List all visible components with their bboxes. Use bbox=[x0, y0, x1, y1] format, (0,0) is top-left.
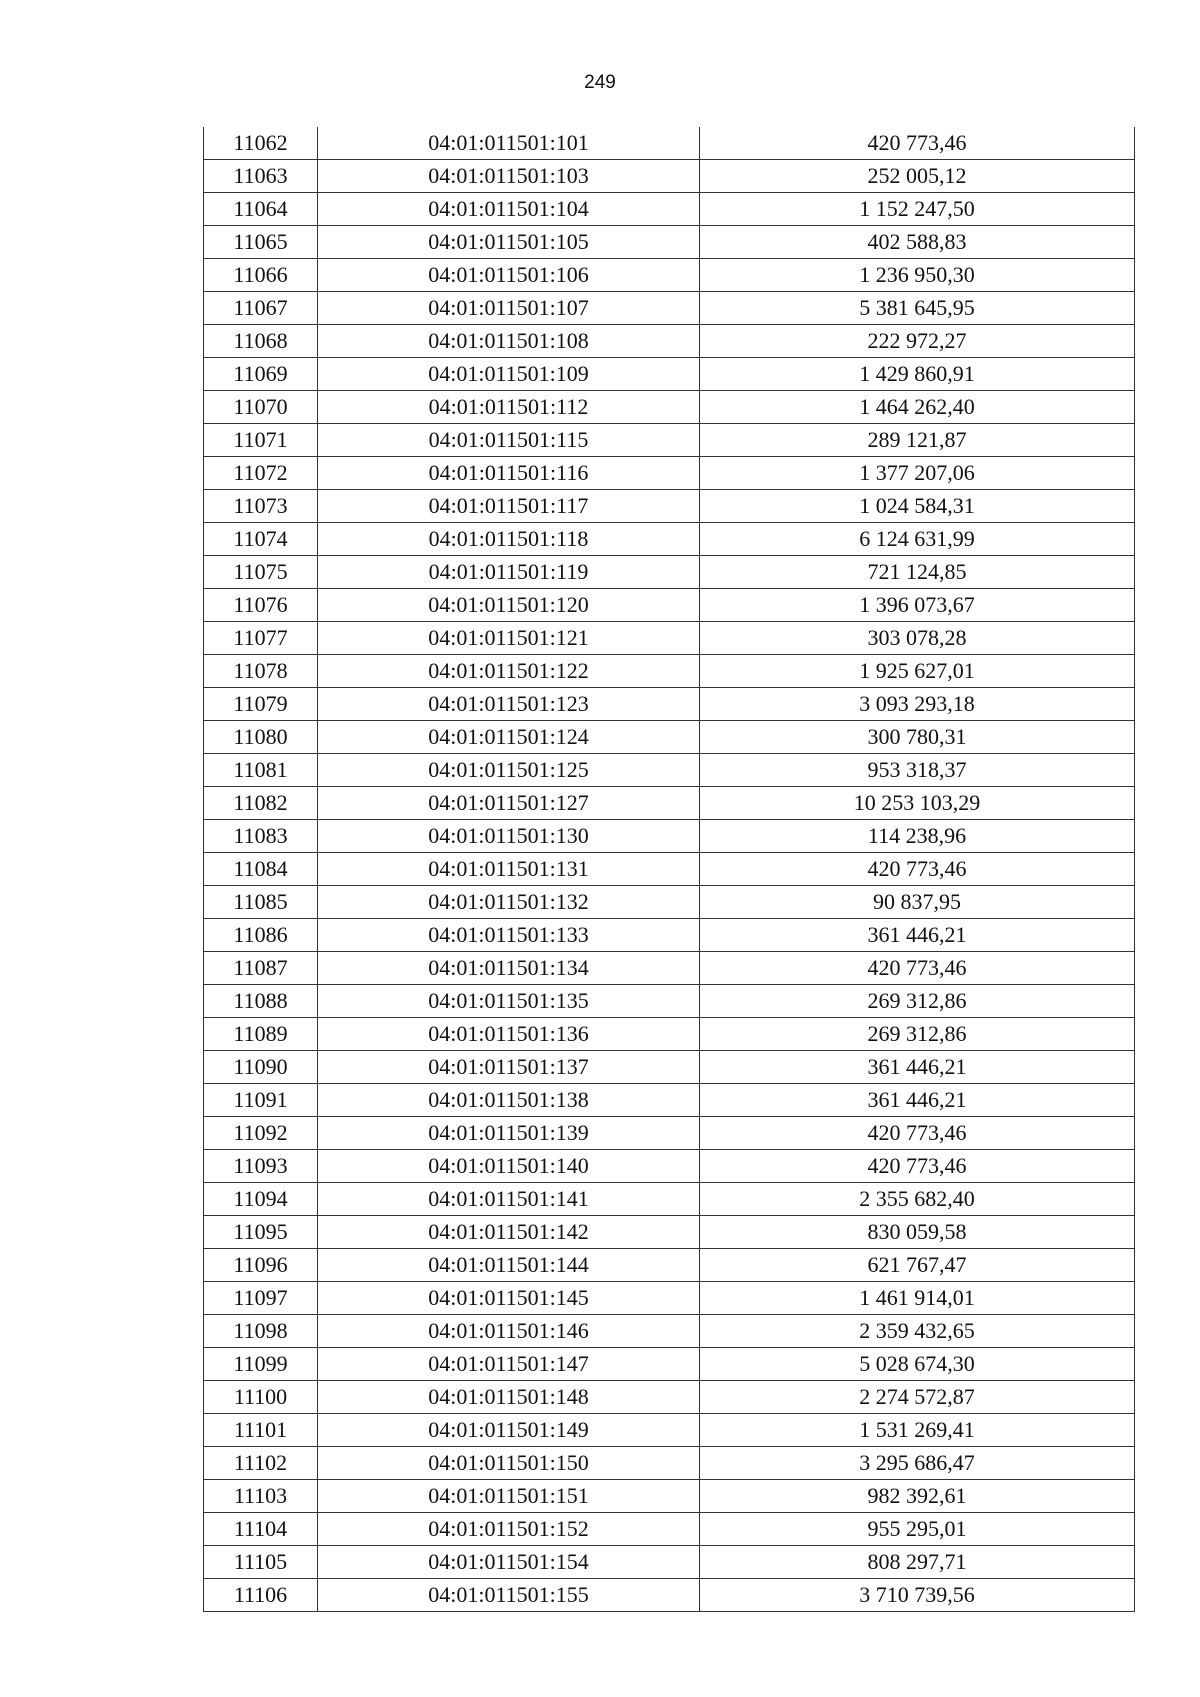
cadastral-value-table bbox=[203, 127, 1135, 1612]
cadastral-value-cell: 252 005,12 bbox=[700, 160, 1135, 193]
cadastral-value-cell: 269 312,86 bbox=[700, 1018, 1135, 1051]
cadastral-number-cell: 04:01:011501:145 bbox=[318, 1282, 700, 1315]
row-number-cell: 11077 bbox=[204, 622, 318, 655]
table-row bbox=[204, 1117, 1135, 1150]
cadastral-number-cell: 04:01:011501:134 bbox=[318, 952, 700, 985]
row-number-cell: 11074 bbox=[204, 523, 318, 556]
cadastral-value-cell: 955 295,01 bbox=[700, 1513, 1135, 1546]
cadastral-value-cell: 6 124 631,99 bbox=[700, 523, 1135, 556]
row-number-cell: 11100 bbox=[204, 1381, 318, 1414]
cadastral-value-cell: 621 767,47 bbox=[700, 1249, 1135, 1282]
table-body bbox=[204, 127, 1135, 1612]
cadastral-number-cell: 04:01:011501:123 bbox=[318, 688, 700, 721]
table-row bbox=[204, 853, 1135, 886]
table-row bbox=[204, 1051, 1135, 1084]
row-number-cell: 11073 bbox=[204, 490, 318, 523]
cadastral-number-cell: 04:01:011501:127 bbox=[318, 787, 700, 820]
table-row bbox=[204, 1414, 1135, 1447]
cadastral-value-cell: 420 773,46 bbox=[700, 1117, 1135, 1150]
table-row bbox=[204, 655, 1135, 688]
row-number-cell: 11075 bbox=[204, 556, 318, 589]
row-number-cell: 11088 bbox=[204, 985, 318, 1018]
cadastral-number-cell: 04:01:011501:107 bbox=[318, 292, 700, 325]
row-number-cell: 11105 bbox=[204, 1546, 318, 1579]
cadastral-value-cell: 300 780,31 bbox=[700, 721, 1135, 754]
row-number-cell: 11097 bbox=[204, 1282, 318, 1315]
row-number-cell: 11072 bbox=[204, 457, 318, 490]
cadastral-value-cell: 420 773,46 bbox=[700, 853, 1135, 886]
table-row bbox=[204, 1282, 1135, 1315]
table-row bbox=[204, 985, 1135, 1018]
cadastral-number-cell: 04:01:011501:117 bbox=[318, 490, 700, 523]
table-row bbox=[204, 754, 1135, 787]
cadastral-number-cell: 04:01:011501:151 bbox=[318, 1480, 700, 1513]
row-number-cell: 11092 bbox=[204, 1117, 318, 1150]
row-number-cell: 11101 bbox=[204, 1414, 318, 1447]
cadastral-number-cell: 04:01:011501:130 bbox=[318, 820, 700, 853]
cadastral-number-cell: 04:01:011501:144 bbox=[318, 1249, 700, 1282]
row-number-cell: 11093 bbox=[204, 1150, 318, 1183]
cadastral-number-cell: 04:01:011501:104 bbox=[318, 193, 700, 226]
page-number: 249 bbox=[584, 72, 616, 93]
cadastral-value-cell: 5 028 674,30 bbox=[700, 1348, 1135, 1381]
cadastral-value-cell: 2 355 682,40 bbox=[700, 1183, 1135, 1216]
cadastral-number-cell: 04:01:011501:120 bbox=[318, 589, 700, 622]
cadastral-value-cell: 982 392,61 bbox=[700, 1480, 1135, 1513]
table-row bbox=[204, 1546, 1135, 1579]
row-number-cell: 11082 bbox=[204, 787, 318, 820]
table-row bbox=[204, 820, 1135, 853]
row-number-cell: 11065 bbox=[204, 226, 318, 259]
cadastral-value-cell: 1 152 247,50 bbox=[700, 193, 1135, 226]
cadastral-number-cell: 04:01:011501:135 bbox=[318, 985, 700, 1018]
cadastral-number-cell: 04:01:011501:105 bbox=[318, 226, 700, 259]
cadastral-value-cell: 361 446,21 bbox=[700, 1051, 1135, 1084]
cadastral-number-cell: 04:01:011501:101 bbox=[318, 127, 700, 160]
cadastral-number-cell: 04:01:011501:103 bbox=[318, 160, 700, 193]
row-number-cell: 11070 bbox=[204, 391, 318, 424]
table-row bbox=[204, 391, 1135, 424]
cadastral-number-cell: 04:01:011501:121 bbox=[318, 622, 700, 655]
cadastral-number-cell: 04:01:011501:141 bbox=[318, 1183, 700, 1216]
row-number-cell: 11063 bbox=[204, 160, 318, 193]
row-number-cell: 11069 bbox=[204, 358, 318, 391]
table-row bbox=[204, 556, 1135, 589]
cadastral-value-cell: 1 236 950,30 bbox=[700, 259, 1135, 292]
cadastral-number-cell: 04:01:011501:133 bbox=[318, 919, 700, 952]
cadastral-number-cell: 04:01:011501:146 bbox=[318, 1315, 700, 1348]
cadastral-value-cell: 303 078,28 bbox=[700, 622, 1135, 655]
table-row bbox=[204, 1315, 1135, 1348]
table-row bbox=[204, 1084, 1135, 1117]
cadastral-number-cell: 04:01:011501:149 bbox=[318, 1414, 700, 1447]
table-row bbox=[204, 1183, 1135, 1216]
cadastral-number-cell: 04:01:011501:109 bbox=[318, 358, 700, 391]
cadastral-number-cell: 04:01:011501:139 bbox=[318, 1117, 700, 1150]
row-number-cell: 11078 bbox=[204, 655, 318, 688]
row-number-cell: 11076 bbox=[204, 589, 318, 622]
cadastral-value-cell: 3 710 739,56 bbox=[700, 1579, 1135, 1612]
cadastral-value-cell: 953 318,37 bbox=[700, 754, 1135, 787]
row-number-cell: 11106 bbox=[204, 1579, 318, 1612]
row-number-cell: 11083 bbox=[204, 820, 318, 853]
cadastral-number-cell: 04:01:011501:138 bbox=[318, 1084, 700, 1117]
cadastral-value-cell: 222 972,27 bbox=[700, 325, 1135, 358]
cadastral-value-cell: 3 295 686,47 bbox=[700, 1447, 1135, 1480]
cadastral-number-cell: 04:01:011501:122 bbox=[318, 655, 700, 688]
cadastral-number-cell: 04:01:011501:118 bbox=[318, 523, 700, 556]
table-row bbox=[204, 193, 1135, 226]
cadastral-number-cell: 04:01:011501:124 bbox=[318, 721, 700, 754]
row-number-cell: 11095 bbox=[204, 1216, 318, 1249]
table-row bbox=[204, 952, 1135, 985]
cadastral-value-cell: 1 024 584,31 bbox=[700, 490, 1135, 523]
cadastral-number-cell: 04:01:011501:116 bbox=[318, 457, 700, 490]
cadastral-number-cell: 04:01:011501:125 bbox=[318, 754, 700, 787]
cadastral-number-cell: 04:01:011501:152 bbox=[318, 1513, 700, 1546]
row-number-cell: 11089 bbox=[204, 1018, 318, 1051]
table-row bbox=[204, 1447, 1135, 1480]
row-number-cell: 11103 bbox=[204, 1480, 318, 1513]
cadastral-value-cell: 1 461 914,01 bbox=[700, 1282, 1135, 1315]
cadastral-value-cell: 289 121,87 bbox=[700, 424, 1135, 457]
row-number-cell: 11091 bbox=[204, 1084, 318, 1117]
cadastral-value-cell: 420 773,46 bbox=[700, 127, 1135, 160]
table-row bbox=[204, 886, 1135, 919]
table-row bbox=[204, 292, 1135, 325]
table-row bbox=[204, 1249, 1135, 1282]
cadastral-number-cell: 04:01:011501:154 bbox=[318, 1546, 700, 1579]
table-row bbox=[204, 919, 1135, 952]
row-number-cell: 11096 bbox=[204, 1249, 318, 1282]
cadastral-value-cell: 420 773,46 bbox=[700, 1150, 1135, 1183]
cadastral-value-cell: 361 446,21 bbox=[700, 1084, 1135, 1117]
cadastral-number-cell: 04:01:011501:112 bbox=[318, 391, 700, 424]
cadastral-value-cell: 10 253 103,29 bbox=[700, 787, 1135, 820]
cadastral-number-cell: 04:01:011501:155 bbox=[318, 1579, 700, 1612]
cadastral-number-cell: 04:01:011501:119 bbox=[318, 556, 700, 589]
row-number-cell: 11090 bbox=[204, 1051, 318, 1084]
row-number-cell: 11064 bbox=[204, 193, 318, 226]
table-row bbox=[204, 1480, 1135, 1513]
cadastral-number-cell: 04:01:011501:150 bbox=[318, 1447, 700, 1480]
cadastral-number-cell: 04:01:011501:148 bbox=[318, 1381, 700, 1414]
table-row bbox=[204, 1348, 1135, 1381]
row-number-cell: 11094 bbox=[204, 1183, 318, 1216]
table-row bbox=[204, 523, 1135, 556]
cadastral-value-cell: 1 464 262,40 bbox=[700, 391, 1135, 424]
row-number-cell: 11099 bbox=[204, 1348, 318, 1381]
cadastral-value-cell: 3 093 293,18 bbox=[700, 688, 1135, 721]
cadastral-number-cell: 04:01:011501:132 bbox=[318, 886, 700, 919]
row-number-cell: 11104 bbox=[204, 1513, 318, 1546]
table-row bbox=[204, 688, 1135, 721]
table-row bbox=[204, 1513, 1135, 1546]
table-row bbox=[204, 358, 1135, 391]
cadastral-number-cell: 04:01:011501:131 bbox=[318, 853, 700, 886]
cadastral-value-cell: 830 059,58 bbox=[700, 1216, 1135, 1249]
cadastral-number-cell: 04:01:011501:106 bbox=[318, 259, 700, 292]
cadastral-value-cell: 402 588,83 bbox=[700, 226, 1135, 259]
cadastral-value-cell: 721 124,85 bbox=[700, 556, 1135, 589]
row-number-cell: 11080 bbox=[204, 721, 318, 754]
row-number-cell: 11068 bbox=[204, 325, 318, 358]
cadastral-value-cell: 420 773,46 bbox=[700, 952, 1135, 985]
cadastral-value-cell: 5 381 645,95 bbox=[700, 292, 1135, 325]
cadastral-value-cell: 2 359 432,65 bbox=[700, 1315, 1135, 1348]
row-number-cell: 11081 bbox=[204, 754, 318, 787]
table-row bbox=[204, 259, 1135, 292]
cadastral-value-cell: 808 297,71 bbox=[700, 1546, 1135, 1579]
cadastral-number-cell: 04:01:011501:137 bbox=[318, 1051, 700, 1084]
table-row bbox=[204, 787, 1135, 820]
row-number-cell: 11084 bbox=[204, 853, 318, 886]
table-row bbox=[204, 457, 1135, 490]
cadastral-number-cell: 04:01:011501:147 bbox=[318, 1348, 700, 1381]
cadastral-value-cell: 2 274 572,87 bbox=[700, 1381, 1135, 1414]
table-row bbox=[204, 1150, 1135, 1183]
cadastral-value-cell: 1 429 860,91 bbox=[700, 358, 1135, 391]
cadastral-value-cell: 1 925 627,01 bbox=[700, 655, 1135, 688]
row-number-cell: 11086 bbox=[204, 919, 318, 952]
row-number-cell: 11087 bbox=[204, 952, 318, 985]
cadastral-value-cell: 1 531 269,41 bbox=[700, 1414, 1135, 1447]
row-number-cell: 11067 bbox=[204, 292, 318, 325]
cadastral-value-cell: 1 377 207,06 bbox=[700, 457, 1135, 490]
row-number-cell: 11062 bbox=[204, 127, 318, 160]
cadastral-value-cell: 269 312,86 bbox=[700, 985, 1135, 1018]
row-number-cell: 11079 bbox=[204, 688, 318, 721]
table-row bbox=[204, 1381, 1135, 1414]
row-number-cell: 11071 bbox=[204, 424, 318, 457]
cadastral-value-cell: 1 396 073,67 bbox=[700, 589, 1135, 622]
row-number-cell: 11066 bbox=[204, 259, 318, 292]
table-row bbox=[204, 1216, 1135, 1249]
table-row bbox=[204, 721, 1135, 754]
cadastral-value-cell: 114 238,96 bbox=[700, 820, 1135, 853]
table-row bbox=[204, 589, 1135, 622]
table-row bbox=[204, 490, 1135, 523]
table-row bbox=[204, 160, 1135, 193]
cadastral-number-cell: 04:01:011501:115 bbox=[318, 424, 700, 457]
table-row bbox=[204, 622, 1135, 655]
table-row bbox=[204, 1018, 1135, 1051]
table-row bbox=[204, 127, 1135, 160]
table-row bbox=[204, 1579, 1135, 1612]
table-row bbox=[204, 325, 1135, 358]
cadastral-number-cell: 04:01:011501:108 bbox=[318, 325, 700, 358]
row-number-cell: 11098 bbox=[204, 1315, 318, 1348]
row-number-cell: 11085 bbox=[204, 886, 318, 919]
cadastral-value-cell: 90 837,95 bbox=[700, 886, 1135, 919]
table-row bbox=[204, 226, 1135, 259]
table-row bbox=[204, 424, 1135, 457]
cadastral-number-cell: 04:01:011501:136 bbox=[318, 1018, 700, 1051]
cadastral-number-cell: 04:01:011501:140 bbox=[318, 1150, 700, 1183]
row-number-cell: 11102 bbox=[204, 1447, 318, 1480]
cadastral-value-cell: 361 446,21 bbox=[700, 919, 1135, 952]
cadastral-number-cell: 04:01:011501:142 bbox=[318, 1216, 700, 1249]
